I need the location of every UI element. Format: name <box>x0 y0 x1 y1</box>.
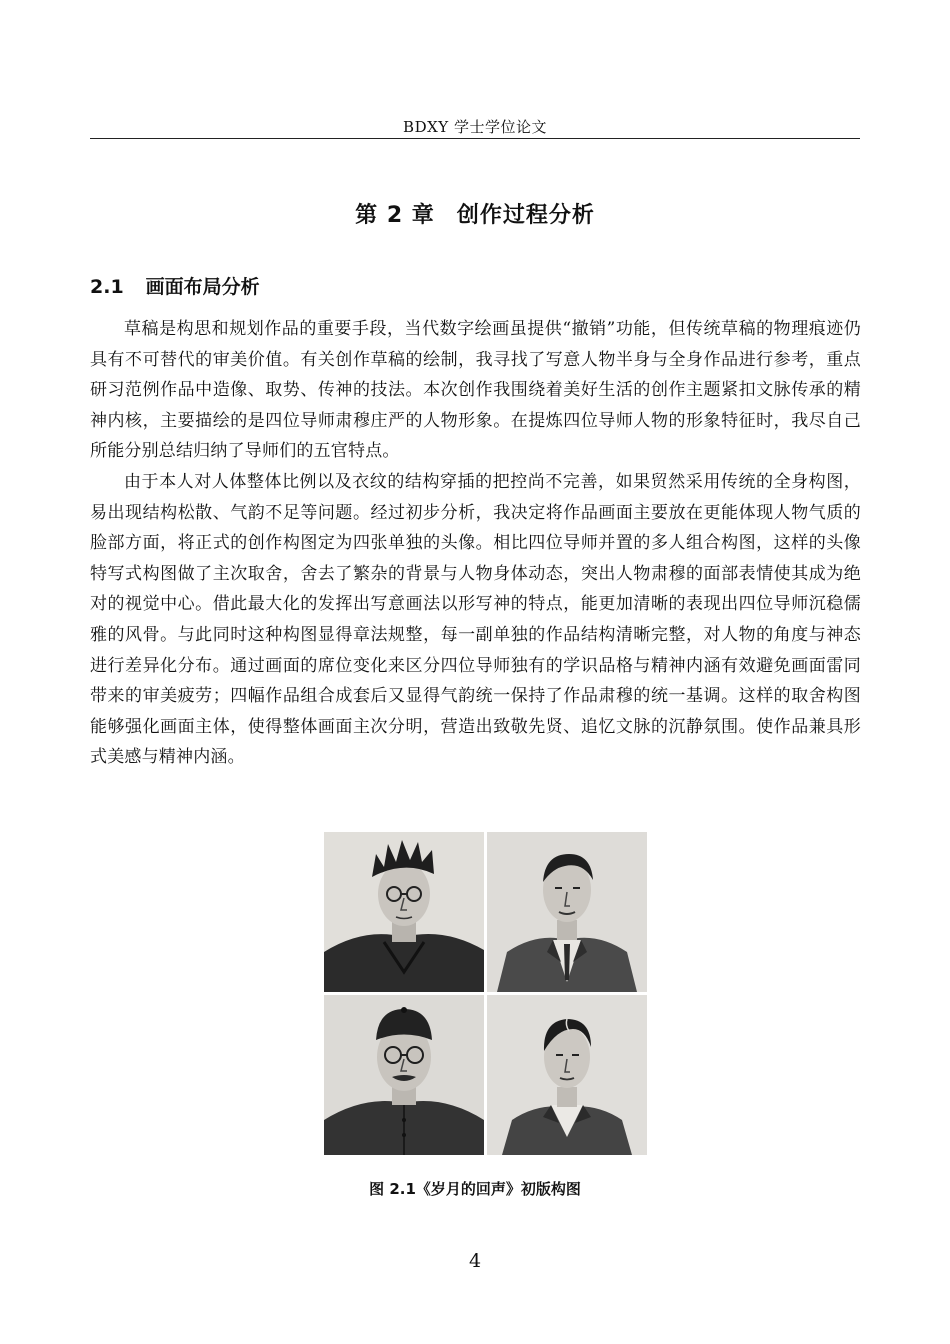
header-rule <box>90 138 860 139</box>
section-title <box>90 272 260 299</box>
chapter-heading: 创作过程分析 <box>456 203 595 228</box>
paragraph: 草稿是构思和规划作品的重要手段，当代数字绘画虽提供“撤销”功能，但传统草稿的物理痕迹仍具有不可替代的审美价值。有关创作草稿的绘制，我寻找了写意人物半身与全身作品进行参考，重点研习范例作品中造像、取势、传神的技法。本次创作我围绕着美好生活的创作主题紧扣文脉传承的精神内核，主要描绘的是四位导师肃穆庄严的人物形象。在提炼四位导师人物的形象特征时，我尽自己所能分别总结归纳了导师们的五官特点。 <box>90 319 861 462</box>
portrait-sketch-1-image <box>324 832 484 992</box>
portrait-sketch-2-image <box>487 832 647 992</box>
portrait-sketch-1 <box>324 832 484 992</box>
running-header: BDXY 学士学位论文 <box>403 118 547 136</box>
portrait-sketch-4 <box>487 995 647 1155</box>
section-number: 2.1 <box>90 276 124 298</box>
portrait-sketch-3-image <box>324 995 484 1155</box>
portrait-sketch-3 <box>324 995 484 1155</box>
section-heading: 画面布局分析 <box>145 276 260 298</box>
chapter-title <box>90 198 860 229</box>
figure-caption: 图 2.1《岁月的回声》初版构图 <box>369 1180 581 1198</box>
body-text <box>90 314 861 773</box>
figure-portrait-grid <box>324 832 647 1155</box>
chapter-number: 第 2 章 <box>355 203 435 228</box>
page-number: 4 <box>468 1250 482 1272</box>
portrait-sketch-2 <box>487 832 647 992</box>
paragraph: 由于本人对人体整体比例以及衣纹的结构穿插的把控尚不完善，如果贸然采用传统的全身构图，易出现结构松散、气韵不足等问题。经过初步分析，我决定将作品画面主要放在更能体现人物气质的脸部方面，将正式的创作构图定为四张单独的头像。相比四位导师并置的多人组合构图，这样的头像特写式构图做了主次取舍，舍去了繁杂的背景与人物身体动态，突出人物肃穆的面部表情使其成为绝对的视觉中心。借此最大化的发挥出写意画法以形写神的特点，能更加清晰的表现出四位导师沉稳儒雅的风骨。与此同时这种构图显得章法规整，每一副单独的作品结构清晰完整，对人物的角度与神态进行差异化分布。通过画面的席位变化来区分四位导师独有的学识品格与精神内涵有效避免画面雷同带来的审美疲劳；四幅作品组合成套后又显得气韵统一保持了作品肃穆的统一基调。这样的取舍构图能够强化画面主体，使得整体画面主次分明，营造出致敬先贤、追忆文脉的沉静氛围。使作品兼具形式美感与精神内涵。 <box>90 471 861 768</box>
portrait-sketch-4-image <box>487 995 647 1155</box>
